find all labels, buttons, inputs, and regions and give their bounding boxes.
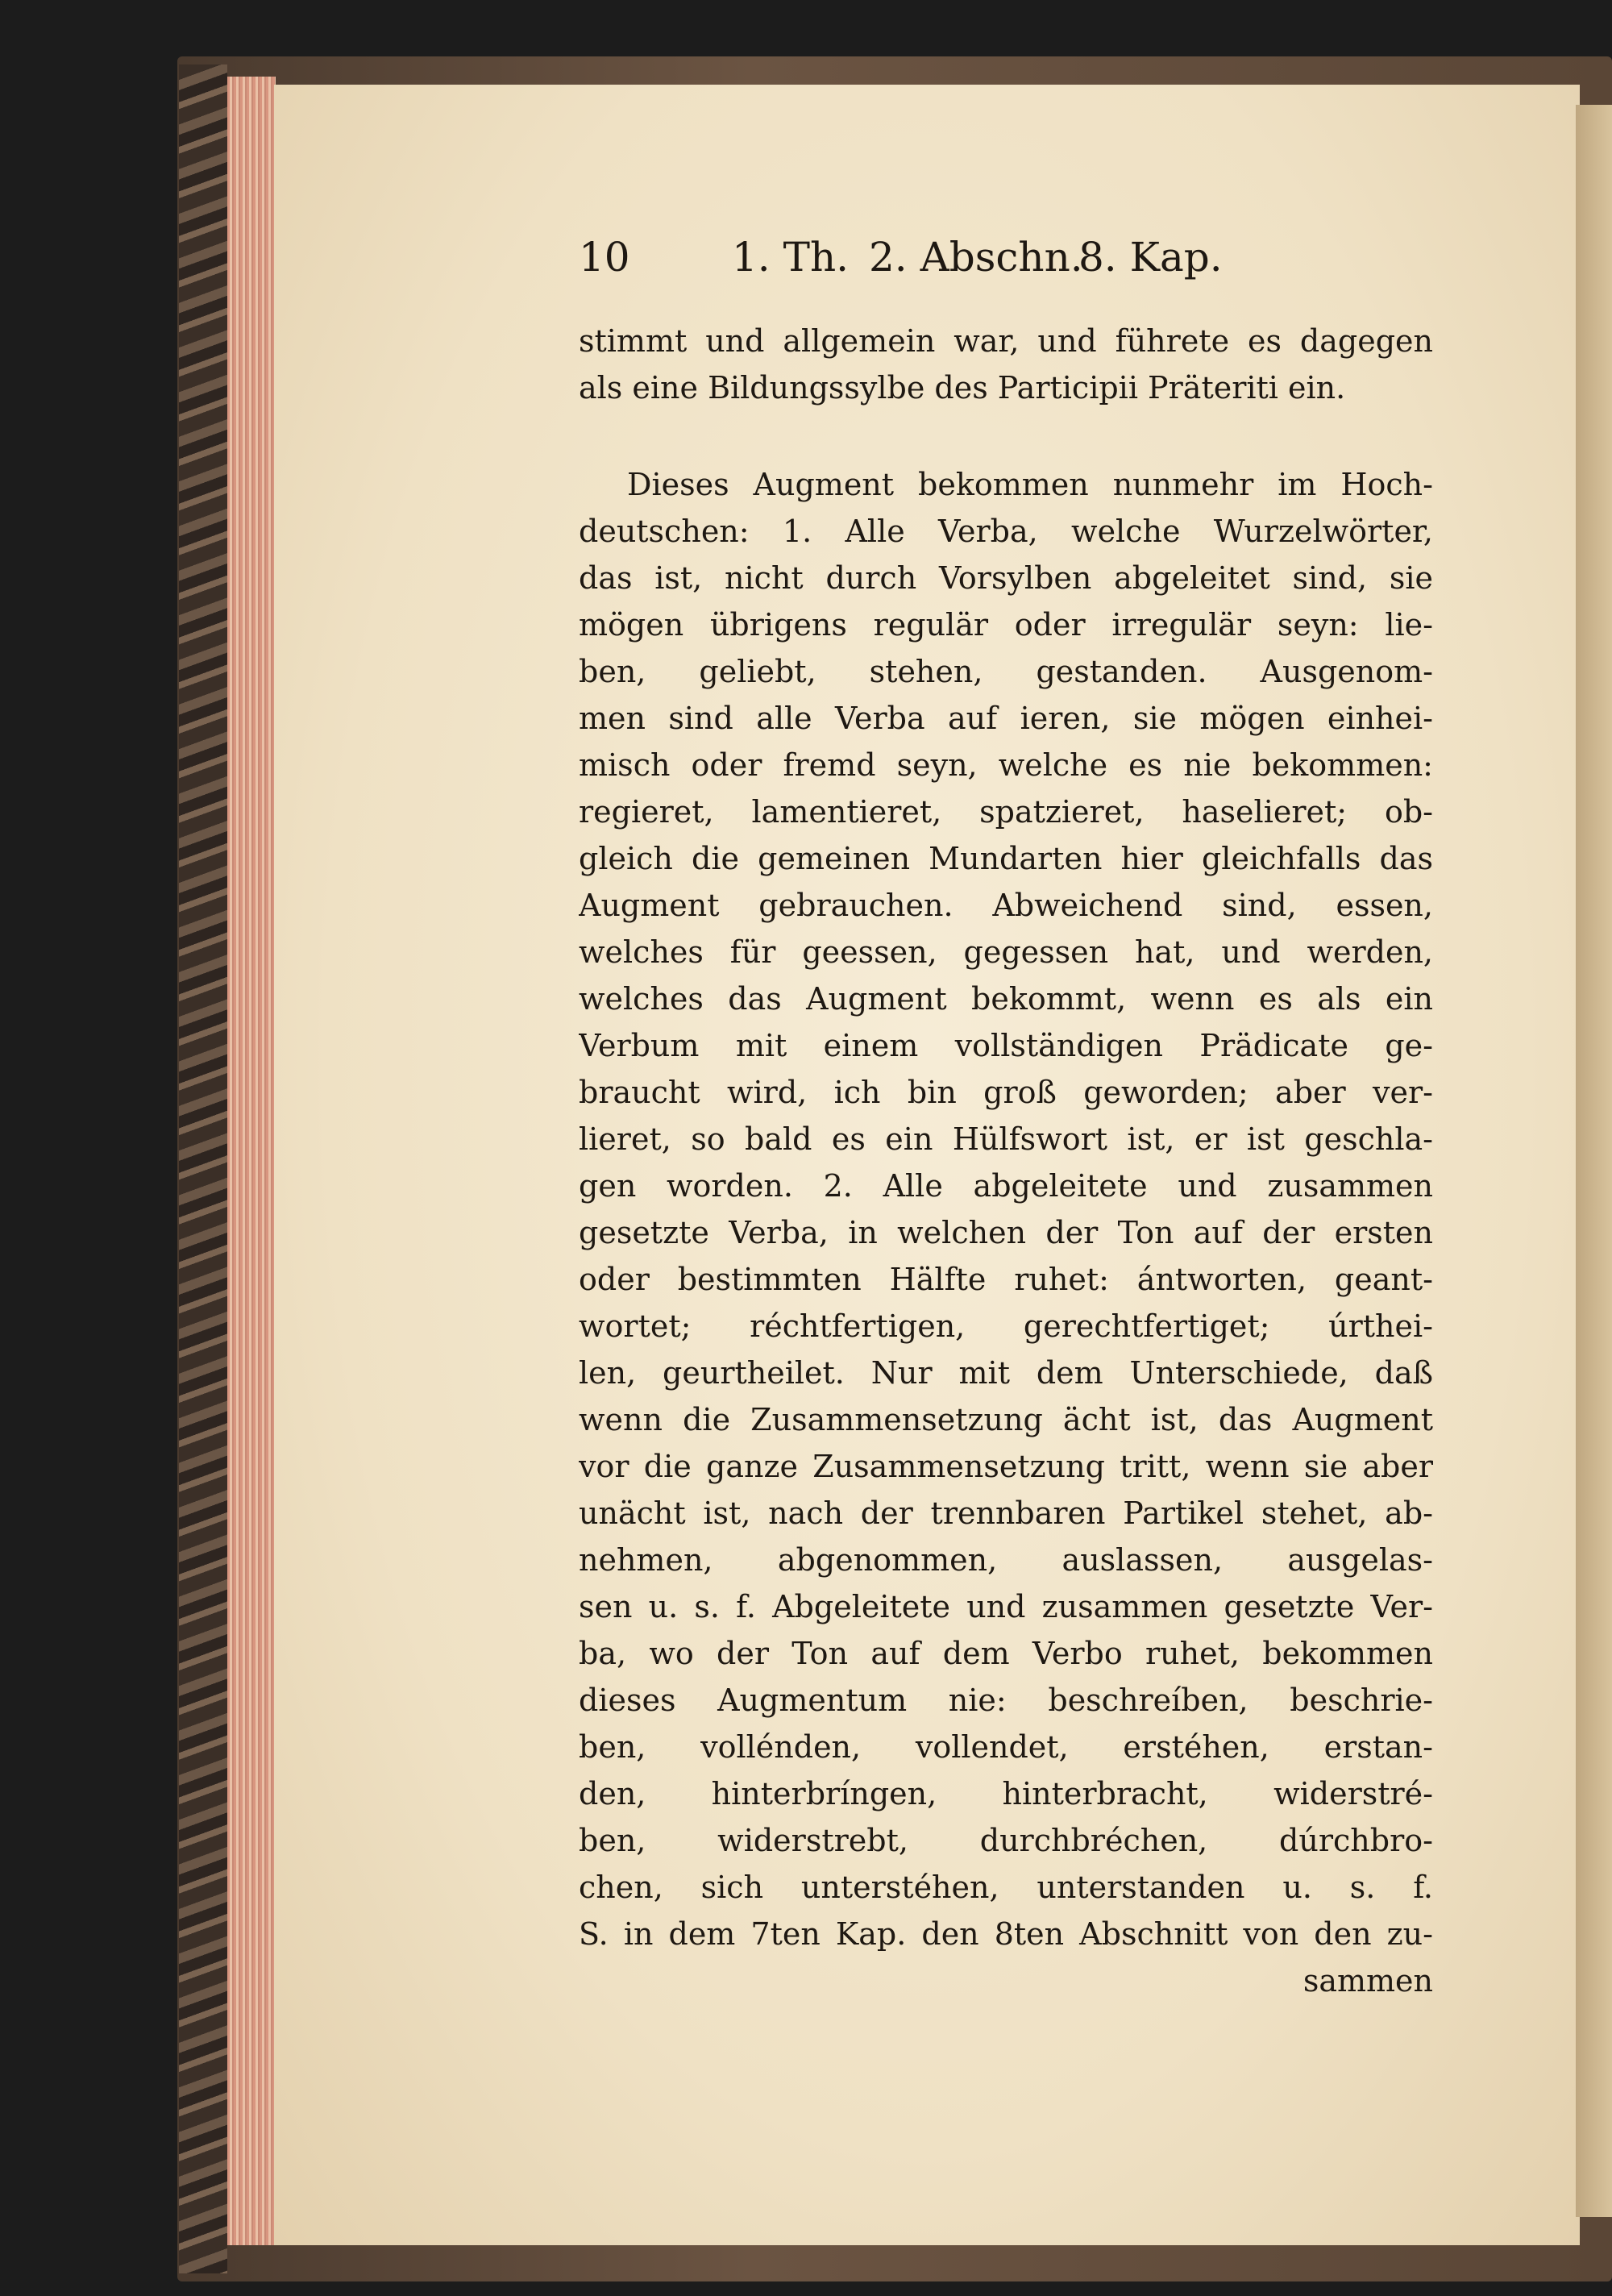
text-line: sen u. s. f. Abgeleitete und zusammen gesetzte Ver- xyxy=(579,1589,1433,1624)
text-line: gleich die gemeinen Mundarten hier gleichfalls das xyxy=(579,841,1433,876)
text-line: Augment gebrauchen. Abweichend sind, essen, xyxy=(579,888,1433,923)
text-line: dieses Augmentum nie: beschreíben, beschrie- xyxy=(579,1682,1433,1718)
text-line: regieret, lamentieret, spatzieret, haselieret; ob- xyxy=(579,794,1433,830)
page-edges xyxy=(227,77,276,2245)
text-line: vor die ganze Zusammensetzung tritt, wenn sie aber xyxy=(579,1449,1433,1484)
text-line: braucht wird, ich bin groß geworden; aber ver- xyxy=(579,1075,1433,1110)
text-line: oder bestimmten Hälfte ruhet: ántworten, geant- xyxy=(579,1262,1433,1297)
text-line: misch oder fremd seyn, welche es nie bekommen: xyxy=(579,747,1433,783)
text-line: chen, sich unterstéhen, unterstanden u. s. f. xyxy=(579,1870,1433,1905)
text-line: ben, widerstrebt, durchbréchen, dúrchbro- xyxy=(579,1823,1433,1858)
text-line: gen worden. 2. Alle abgeleitete und zusammen xyxy=(579,1168,1433,1204)
text-line: welches für geessen, gegessen hat, und werden, xyxy=(579,934,1433,970)
text-line: len, geurtheilet. Nur mit dem Unterschiede, daß xyxy=(579,1355,1433,1391)
text-line: als eine Bildungssylbe des Participii Präteriti ein. xyxy=(579,370,1346,406)
text-line: gesetzte Verba, in welchen der Ton auf der ersten xyxy=(579,1215,1433,1250)
text-line: Verbum mit einem vollständigen Prädicate ge- xyxy=(579,1028,1433,1063)
text-line: wortet; réchtfertigen, gerechtfertiget; úrthei- xyxy=(579,1308,1433,1344)
marbled-board xyxy=(179,64,227,2273)
header-section: 2. Abschn. xyxy=(869,234,1083,281)
text-line: das ist, nicht durch Vorsylben abgeleitet sind, sie xyxy=(579,560,1433,596)
text-line: lieret, so bald es ein Hülfswort ist, er ist geschla- xyxy=(579,1121,1433,1157)
text-line: stimmt und allgemein war, und führete es dagegen xyxy=(579,323,1433,359)
text-line: mögen übrigens regulär oder irregulär seyn: lie- xyxy=(579,607,1433,643)
text-line: ben, geliebt, stehen, gestanden. Ausgenom- xyxy=(579,654,1433,689)
text-line: ben, vollénden, vollendet, erstéhen, erstan- xyxy=(579,1729,1433,1765)
text-line: nehmen, abgenommen, auslassen, ausgelas- xyxy=(579,1542,1433,1578)
text-line: den, hinterbríngen, hinterbracht, widerstré- xyxy=(579,1776,1433,1811)
text-line: men sind alle Verba auf ieren, sie mögen einhei- xyxy=(579,701,1433,736)
body-text xyxy=(579,318,1433,2004)
running-header xyxy=(579,234,1433,298)
text-line: Dieses Augment bekommen nunmehr im Hoch- xyxy=(627,467,1433,502)
header-part: 1. Th. xyxy=(732,234,850,281)
text-line: welches das Augment bekommt, wenn es als ein xyxy=(579,981,1433,1017)
text-line: S. in dem 7ten Kap. den 8ten Abschnitt von den zu- xyxy=(579,1916,1433,1952)
text-line: ba, wo der Ton auf dem Verbo ruhet, bekommen xyxy=(579,1636,1433,1671)
text-line: deutschen: 1. Alle Verba, welche Wurzelwörter, xyxy=(579,514,1433,549)
page-number: 10 xyxy=(579,234,630,281)
header-chapter: 8. Kap. xyxy=(1078,234,1223,281)
text-line: unächt ist, nach der trennbaren Partikel stehet, ab- xyxy=(579,1495,1433,1531)
text-line: wenn die Zusammensetzung ächt ist, das Augment xyxy=(579,1402,1433,1437)
catchword: sammen xyxy=(1302,1963,1433,1999)
facing-page-edge xyxy=(1576,105,1612,2217)
